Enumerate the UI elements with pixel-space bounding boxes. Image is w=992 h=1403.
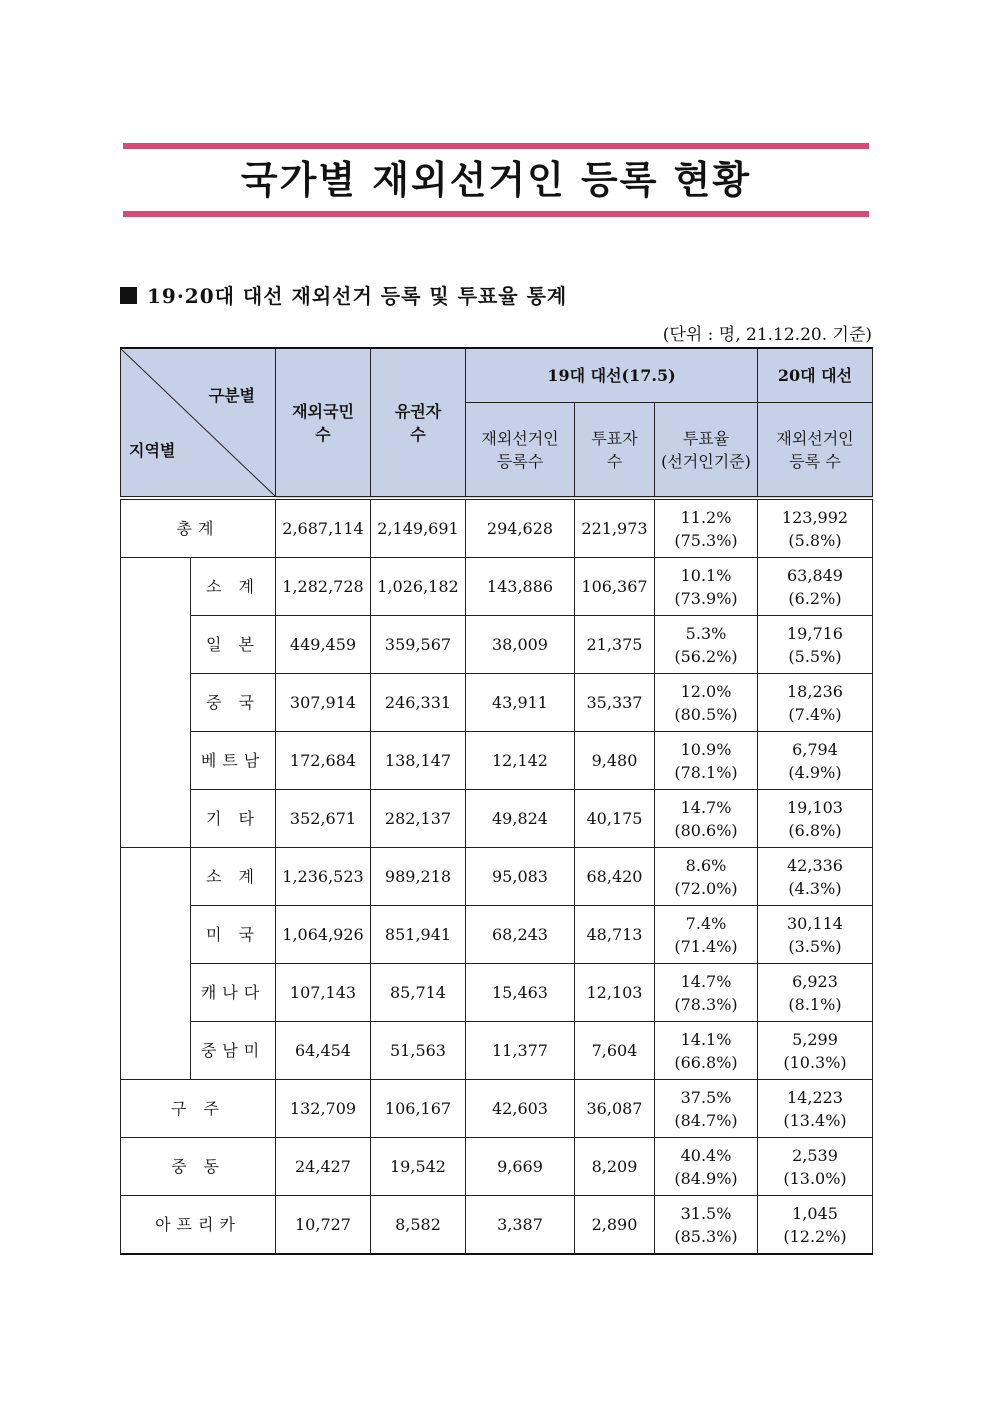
registered-20-pct: (6.8%) xyxy=(788,820,842,840)
turnout-value: 37.5% xyxy=(680,1087,732,1107)
voters-cell: 359,567 xyxy=(371,616,466,674)
row-label: 중남미 xyxy=(191,1022,276,1080)
voted-19-cell: 48,713 xyxy=(575,906,655,964)
turnout-value: 11.2% xyxy=(680,507,732,527)
turnout-value: 8.6% xyxy=(685,855,727,875)
turnout-cell xyxy=(655,1138,758,1196)
turnout-cell xyxy=(655,1080,758,1138)
row-label: 소 계 xyxy=(191,558,276,616)
registered-19-cell: 9,669 xyxy=(466,1138,575,1196)
registration-table xyxy=(120,347,873,1255)
residents-cell: 307,914 xyxy=(276,674,371,732)
residents-cell: 1,064,926 xyxy=(276,906,371,964)
registered-20-pct: (4.3%) xyxy=(788,878,842,898)
registered-19-cell: 143,886 xyxy=(466,558,575,616)
turnout-registered-value: (84.7%) xyxy=(674,1110,738,1130)
header-19-voted xyxy=(575,403,655,499)
voters-cell: 138,147 xyxy=(371,732,466,790)
residents-cell: 24,427 xyxy=(276,1138,371,1196)
table-row xyxy=(121,616,873,674)
header-20-registered-line1: 재외선거인 xyxy=(776,428,854,448)
residents-cell: 352,671 xyxy=(276,790,371,848)
row-label: 일 본 xyxy=(191,616,276,674)
turnout-registered-value: (78.1%) xyxy=(674,762,738,782)
registered-20-value: 6,794 xyxy=(792,739,838,759)
table-row xyxy=(121,964,873,1022)
registered-20-cell xyxy=(758,498,873,558)
voted-19-cell: 221,973 xyxy=(575,498,655,558)
turnout-registered-value: (66.8%) xyxy=(674,1052,738,1072)
residents-cell: 1,236,523 xyxy=(276,848,371,906)
registered-20-value: 42,336 xyxy=(787,855,843,875)
header-19-turnout xyxy=(655,403,758,499)
voted-19-cell: 7,604 xyxy=(575,1022,655,1080)
section-title: 19·20대 대선 재외선거 등록 및 투표율 통계 xyxy=(147,284,568,308)
header-voters-line2: 수 xyxy=(410,424,426,444)
turnout-registered-value: (85.3%) xyxy=(674,1226,738,1246)
turnout-registered-value: (56.2%) xyxy=(674,646,738,666)
turnout-value: 14.7% xyxy=(680,971,732,991)
turnout-registered-value: (80.6%) xyxy=(674,820,738,840)
residents-cell: 172,684 xyxy=(276,732,371,790)
voters-cell: 1,026,182 xyxy=(371,558,466,616)
region-group-label xyxy=(121,558,191,848)
residents-cell: 64,454 xyxy=(276,1022,371,1080)
header-19-registered-line2: 등록수 xyxy=(496,451,544,471)
residents-cell: 107,143 xyxy=(276,964,371,1022)
turnout-value: 14.7% xyxy=(680,797,732,817)
header-residents-line1: 재외국민 xyxy=(292,401,354,421)
registered-19-cell: 49,824 xyxy=(466,790,575,848)
voted-19-cell: 8,209 xyxy=(575,1138,655,1196)
turnout-registered-value: (84.9%) xyxy=(674,1168,738,1188)
turnout-registered-value: (80.5%) xyxy=(674,704,738,724)
turnout-cell xyxy=(655,848,758,906)
voters-cell: 8,582 xyxy=(371,1196,466,1255)
registered-19-cell: 3,387 xyxy=(466,1196,575,1255)
turnout-value: 40.4% xyxy=(680,1145,732,1165)
voters-cell: 246,331 xyxy=(371,674,466,732)
registered-20-value: 19,716 xyxy=(787,623,843,643)
row-label: 중 국 xyxy=(191,674,276,732)
section-heading xyxy=(120,280,567,309)
header-voters xyxy=(371,348,466,498)
turnout-value: 14.1% xyxy=(680,1029,732,1049)
registered-20-cell xyxy=(758,732,873,790)
voted-19-cell: 21,375 xyxy=(575,616,655,674)
header-19-turnout-line1: 투표율 xyxy=(682,428,730,448)
registered-20-pct: (8.1%) xyxy=(788,994,842,1014)
row-label: 미 국 xyxy=(191,906,276,964)
registered-20-cell xyxy=(758,964,873,1022)
table-row xyxy=(121,674,873,732)
table-row xyxy=(121,790,873,848)
row-label: 아프리카 xyxy=(121,1196,276,1255)
voted-19-cell: 9,480 xyxy=(575,732,655,790)
registered-20-cell xyxy=(758,790,873,848)
voters-cell: 85,714 xyxy=(371,964,466,1022)
registered-20-value: 30,114 xyxy=(787,913,843,933)
header-19-voted-line1: 투표자 xyxy=(591,428,638,448)
voted-19-cell: 106,367 xyxy=(575,558,655,616)
registered-20-value: 18,236 xyxy=(787,681,843,701)
header-group-19: 19대 대선(17.5) xyxy=(466,348,758,403)
header-residents-line2: 수 xyxy=(315,424,331,444)
registered-20-pct: (5.5%) xyxy=(788,646,842,666)
registered-19-cell: 43,911 xyxy=(466,674,575,732)
turnout-registered-value: (72.0%) xyxy=(674,878,738,898)
row-label: 캐나다 xyxy=(191,964,276,1022)
turnout-cell xyxy=(655,616,758,674)
row-label: 총계 xyxy=(121,498,276,558)
turnout-registered-value: (73.9%) xyxy=(674,588,738,608)
diagonal-divider xyxy=(121,349,275,496)
row-label: 베트남 xyxy=(191,732,276,790)
row-label: 중 동 xyxy=(121,1138,276,1196)
registered-19-cell: 95,083 xyxy=(466,848,575,906)
table-row xyxy=(121,1196,873,1255)
registered-19-cell: 15,463 xyxy=(466,964,575,1022)
turnout-cell xyxy=(655,558,758,616)
table-row xyxy=(121,1138,873,1196)
header-19-registered xyxy=(466,403,575,499)
turnout-cell xyxy=(655,1022,758,1080)
registered-20-pct: (13.0%) xyxy=(783,1168,847,1188)
voters-cell: 106,167 xyxy=(371,1080,466,1138)
turnout-cell xyxy=(655,906,758,964)
voters-cell: 19,542 xyxy=(371,1138,466,1196)
voted-19-cell: 2,890 xyxy=(575,1196,655,1255)
turnout-cell xyxy=(655,1196,758,1255)
registered-19-cell: 68,243 xyxy=(466,906,575,964)
registered-20-cell xyxy=(758,1196,873,1255)
header-20-registered-line2: 등록 수 xyxy=(789,451,841,471)
header-group-20: 20대 대선 xyxy=(758,348,873,403)
registered-20-value: 5,299 xyxy=(792,1029,838,1049)
table-row xyxy=(121,1022,873,1080)
registered-19-cell: 12,142 xyxy=(466,732,575,790)
registered-20-value: 63,849 xyxy=(787,565,843,585)
header-19-voted-line2: 수 xyxy=(606,451,623,471)
registered-20-value: 1,045 xyxy=(792,1203,838,1223)
registered-19-cell: 11,377 xyxy=(466,1022,575,1080)
voted-19-cell: 36,087 xyxy=(575,1080,655,1138)
registered-20-pct: (6.2%) xyxy=(788,588,842,608)
registered-20-cell xyxy=(758,848,873,906)
turnout-value: 12.0% xyxy=(680,681,732,701)
table-row xyxy=(121,848,873,906)
registered-20-value: 14,223 xyxy=(787,1087,843,1107)
registered-20-pct: (7.4%) xyxy=(788,704,842,724)
voted-19-cell: 12,103 xyxy=(575,964,655,1022)
title-band xyxy=(123,143,869,219)
voters-cell: 282,137 xyxy=(371,790,466,848)
voters-cell: 989,218 xyxy=(371,848,466,906)
header-20-registered xyxy=(758,403,873,499)
row-label: 소 계 xyxy=(191,848,276,906)
turnout-value: 7.4% xyxy=(685,913,727,933)
registered-20-cell xyxy=(758,616,873,674)
region-group-label xyxy=(121,848,191,1080)
registered-20-cell xyxy=(758,674,873,732)
turnout-registered-value: (75.3%) xyxy=(674,530,738,550)
voted-19-cell: 40,175 xyxy=(575,790,655,848)
registered-20-pct: (13.4%) xyxy=(783,1110,847,1130)
turnout-cell xyxy=(655,674,758,732)
table-row xyxy=(121,498,873,558)
turnout-cell xyxy=(655,732,758,790)
turnout-value: 31.5% xyxy=(680,1203,732,1223)
header-19-registered-line1: 재외선거인 xyxy=(481,428,559,448)
turnout-value: 10.1% xyxy=(680,565,732,585)
title-bottom-rule xyxy=(123,211,869,217)
header-voters-line1: 유권자 xyxy=(394,401,442,421)
registered-19-cell: 38,009 xyxy=(466,616,575,674)
registered-19-cell: 42,603 xyxy=(466,1080,575,1138)
registered-20-pct: (12.2%) xyxy=(783,1226,847,1246)
residents-cell: 449,459 xyxy=(276,616,371,674)
registered-19-cell: 294,628 xyxy=(466,498,575,558)
turnout-value: 10.9% xyxy=(680,739,732,759)
turnout-registered-value: (71.4%) xyxy=(674,936,738,956)
table-row xyxy=(121,906,873,964)
turnout-registered-value: (78.3%) xyxy=(674,994,738,1014)
registered-20-pct: (3.5%) xyxy=(788,936,842,956)
registered-20-pct: (4.9%) xyxy=(788,762,842,782)
residents-cell: 10,727 xyxy=(276,1196,371,1255)
residents-cell: 1,282,728 xyxy=(276,558,371,616)
header-19-turnout-line2: (선거인기준) xyxy=(661,451,751,471)
table-row xyxy=(121,558,873,616)
registered-20-cell xyxy=(758,558,873,616)
voters-cell: 2,149,691 xyxy=(371,498,466,558)
unit-note: (단위 : 명, 21.12.20. 기준) xyxy=(662,325,872,345)
table-row xyxy=(121,1080,873,1138)
registered-20-pct: (5.8%) xyxy=(788,530,842,550)
registered-20-value: 123,992 xyxy=(781,507,849,527)
residents-cell: 132,709 xyxy=(276,1080,371,1138)
square-bullet-icon xyxy=(120,287,137,304)
registered-20-cell xyxy=(758,1022,873,1080)
voted-19-cell: 35,337 xyxy=(575,674,655,732)
page-title: 국가별 재외선거인 등록 현황 xyxy=(240,158,752,202)
registered-20-cell xyxy=(758,906,873,964)
header-corner xyxy=(121,348,276,498)
row-label: 구 주 xyxy=(121,1080,276,1138)
registered-20-cell xyxy=(758,1080,873,1138)
registered-20-pct: (10.3%) xyxy=(783,1052,847,1072)
voters-cell: 851,941 xyxy=(371,906,466,964)
header-residents xyxy=(276,348,371,498)
corner-category-label: 구분별 xyxy=(208,386,255,405)
turnout-value: 5.3% xyxy=(685,623,727,643)
voters-cell: 51,563 xyxy=(371,1022,466,1080)
table-row xyxy=(121,732,873,790)
registered-20-value: 2,539 xyxy=(792,1145,838,1165)
registered-20-cell xyxy=(758,1138,873,1196)
registered-20-value: 19,103 xyxy=(787,797,843,817)
row-label: 기 타 xyxy=(191,790,276,848)
corner-region-label: 지역별 xyxy=(129,441,176,460)
turnout-cell xyxy=(655,498,758,558)
registered-20-value: 6,923 xyxy=(792,971,838,991)
turnout-cell xyxy=(655,964,758,1022)
residents-cell: 2,687,114 xyxy=(276,498,371,558)
turnout-cell xyxy=(655,790,758,848)
voted-19-cell: 68,420 xyxy=(575,848,655,906)
